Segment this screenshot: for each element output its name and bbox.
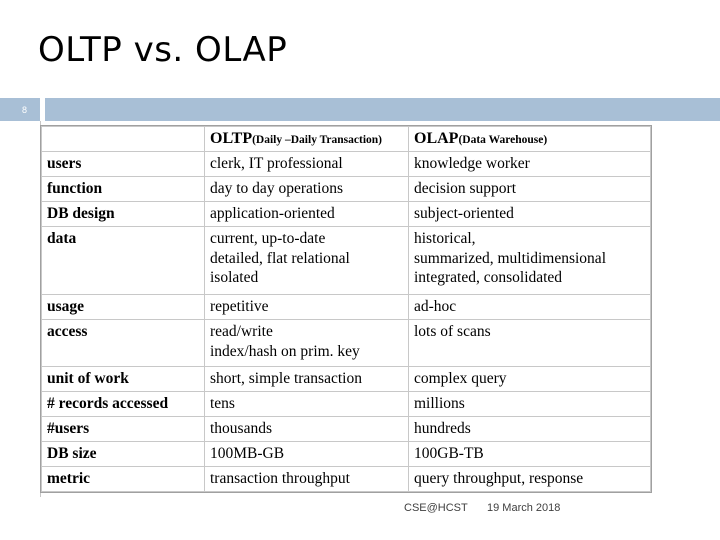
footer-date: 19 March 2018: [487, 502, 561, 514]
row-oltp-cell: [205, 416, 409, 441]
table-row: [42, 366, 651, 391]
table-row: [42, 152, 651, 177]
oltp-line: 100MB-GB: [210, 444, 285, 462]
olap-line: ad-hoc: [414, 298, 457, 316]
table-row: [42, 391, 651, 416]
olap-line: summarized, multidimensional: [414, 249, 606, 267]
row-olap-cell: [409, 152, 651, 177]
olap-line: millions: [414, 394, 465, 412]
row-olap-cell: [409, 320, 651, 367]
row-key: unit of work: [42, 366, 205, 391]
row-olap-cell: [409, 466, 651, 491]
footer-source: CSE@HCST: [404, 502, 468, 514]
row-oltp-cell: [205, 177, 409, 202]
olap-line: integrated, consolidated: [414, 269, 563, 286]
row-oltp-cell: [205, 202, 409, 227]
row-key: users: [42, 152, 205, 177]
slide-title: OLTP vs. OLAP: [38, 30, 288, 70]
olap-line: lots of scans: [414, 323, 491, 341]
row-key: DB size: [42, 441, 205, 466]
oltp-line: transaction throughput: [210, 469, 350, 487]
comparison-table-frame: [40, 125, 652, 493]
table-row: [42, 416, 651, 441]
row-oltp-cell: [205, 441, 409, 466]
olap-line: complex query: [414, 369, 507, 387]
oltp-line: day to day operations: [210, 180, 344, 197]
oltp-line: short, simple transaction: [210, 369, 362, 387]
row-olap-cell: [409, 227, 651, 295]
table-row: [42, 320, 651, 367]
row-oltp-cell: [205, 391, 409, 416]
oltp-line: thousands: [210, 419, 272, 437]
header-bar-left: [0, 98, 40, 121]
comparison-table: [41, 126, 651, 492]
oltp-line: current, up-to-date: [210, 230, 326, 247]
oltp-line: isolated: [210, 269, 259, 286]
row-olap-cell: [409, 202, 651, 227]
row-key: usage: [42, 295, 205, 320]
row-oltp-cell: [205, 295, 409, 320]
row-oltp-cell: [205, 227, 409, 295]
oltp-line: read/write: [210, 323, 273, 341]
row-key: data: [42, 227, 205, 295]
row-olap-cell: [409, 366, 651, 391]
row-key: # records accessed: [42, 391, 205, 416]
oltp-line: repetitive: [210, 298, 269, 316]
row-oltp-cell: [205, 320, 409, 367]
row-key: DB design: [42, 202, 205, 227]
oltp-line: detailed, flat relational: [210, 249, 350, 267]
row-key: metric: [42, 466, 205, 491]
olap-line: decision support: [414, 180, 517, 197]
row-olap-cell: [409, 416, 651, 441]
row-olap-cell: [409, 177, 651, 202]
table-header-row: [42, 127, 651, 152]
header-empty-cell: [42, 127, 205, 152]
header-bar-right: [45, 98, 720, 121]
table-row: [42, 202, 651, 227]
olap-line: subject-oriented: [414, 205, 514, 222]
row-olap-cell: [409, 295, 651, 320]
row-olap-cell: [409, 441, 651, 466]
oltp-line: tens: [210, 394, 235, 412]
olap-line: query throughput, response: [414, 469, 584, 487]
row-oltp-cell: [205, 466, 409, 491]
table-row: [42, 466, 651, 491]
table-row: [42, 441, 651, 466]
olap-line: historical,: [414, 230, 476, 247]
header-olap-main: OLAP: [414, 130, 459, 147]
slide-number: 8: [22, 105, 28, 115]
oltp-line: application-oriented: [210, 205, 335, 222]
row-key: function: [42, 177, 205, 202]
header-olap: [409, 127, 651, 152]
oltp-line: clerk, IT professional: [210, 155, 343, 172]
row-key: access: [42, 320, 205, 367]
table-row: [42, 295, 651, 320]
olap-line: knowledge worker: [414, 155, 530, 172]
header-olap-sub: (Data Warehouse): [458, 134, 548, 146]
row-olap-cell: [409, 391, 651, 416]
table-row: [42, 177, 651, 202]
row-oltp-cell: [205, 152, 409, 177]
header-oltp-main: OLTP: [210, 130, 253, 147]
olap-line: hundreds: [414, 419, 471, 437]
row-key: #users: [42, 416, 205, 441]
row-oltp-cell: [205, 366, 409, 391]
oltp-line: index/hash on prim. key: [210, 342, 360, 360]
header-oltp: [205, 127, 409, 152]
header-oltp-sub: (Daily –Daily Transaction): [252, 134, 383, 146]
olap-line: 100GB-TB: [414, 444, 484, 462]
table-row: [42, 227, 651, 295]
